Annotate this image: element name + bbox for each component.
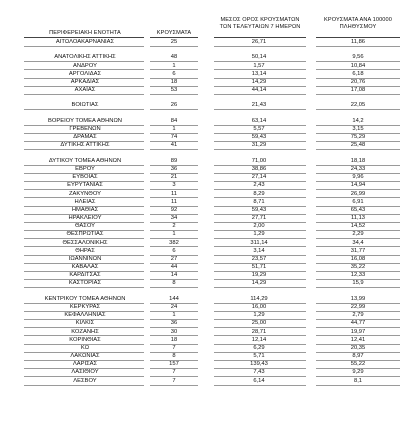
avg-cases-cell: 27,14 (251, 174, 267, 181)
cases-per-100k-cell: 11,13 (350, 215, 366, 222)
avg-cases-cell: 23,57 (251, 255, 267, 262)
region-cell: ΑΙΤΩΛΟΑΚΑΡΝΑΝΙΑΣ (55, 39, 115, 45)
table-row (0, 279, 408, 287)
cases-cell: 18 (170, 336, 178, 343)
cases-per-100k-cell: 26,99 (350, 190, 366, 197)
table-row (0, 214, 408, 222)
avg-cases-cell: 71,00 (251, 157, 267, 164)
avg-cases-cell: 8,29 (253, 190, 265, 197)
cases-cell: 74 (170, 134, 178, 141)
region-cell: ΔΡΑΜΑΣ (73, 134, 97, 141)
cell-rule (24, 385, 144, 386)
region-cell: ΗΜΑΘΙΑΣ (71, 206, 99, 213)
region-cell: ΒΟΙΩΤΙΑΣ (71, 102, 99, 109)
cases-cell: 18 (170, 78, 178, 85)
avg-cases-cell: 6,29 (253, 344, 265, 351)
cell-rule (214, 287, 306, 288)
header-per-line-2: ΠΛΗΘΥΣΜΟΥ (339, 23, 377, 30)
avg-cases-cell: 5,57 (253, 126, 265, 133)
cases-cell: 1 (172, 126, 176, 133)
table-row (0, 271, 408, 279)
cases-per-100k-cell: 19,97 (350, 328, 366, 335)
cases-per-100k-cell: 6,18 (352, 70, 364, 77)
cell-rule (150, 46, 198, 47)
avg-cases-cell: 44,14 (251, 87, 267, 94)
avg-cases-cell: 59,43 (251, 134, 267, 141)
cases-per-100k-cell: 20,35 (350, 344, 366, 351)
avg-cases-cell: 26,71 (251, 39, 267, 45)
cases-per-100k-cell: 13,99 (350, 295, 366, 302)
region-cell: ΚΕΦΑΛΛΗΝΙΑΣ (64, 312, 106, 319)
table-row (0, 173, 408, 181)
cases-per-100k-cell: 44,77 (350, 320, 366, 327)
header-per-100k (314, 17, 402, 30)
cases-cell: 144 (169, 295, 179, 302)
region-cell: ΚΑΒΑΛΑΣ (71, 264, 99, 271)
avg-cases-cell: 16,00 (251, 304, 267, 311)
region-cell: ΑΡΓΟΛΙΔΑΣ (68, 70, 102, 77)
table-row (0, 190, 408, 198)
table-row (0, 181, 408, 189)
avg-cases-cell: 63,14 (251, 117, 267, 124)
header-avg-7-days (210, 17, 310, 30)
cases-per-100k-cell: 9,29 (352, 369, 364, 376)
cases-per-100k-cell: 12,41 (350, 336, 366, 343)
cases-per-100k-cell: 17,08 (350, 87, 366, 94)
region-cell: ΔΥΤΙΚΟΥ ΤΟΜΕΑ ΑΘΗΝΩΝ (48, 157, 122, 164)
region-cell: ΒΟΡΕΙΟΥ ΤΟΜΕΑ ΑΘΗΝΩΝ (48, 117, 122, 124)
table-row (0, 101, 408, 109)
table-row (0, 133, 408, 141)
cases-per-100k-cell: 18,18 (350, 157, 366, 164)
avg-cases-cell: 7,43 (253, 369, 265, 376)
cell-rule (214, 109, 306, 110)
table-row (0, 125, 408, 133)
cases-cell: 89 (170, 157, 178, 164)
avg-cases-cell: 2,00 (253, 223, 265, 230)
region-cell: ΕΒΡΟΥ (75, 165, 95, 172)
header-cases: ΚΡΟΥΣΜΑΤΑ (156, 30, 192, 36)
table-row (0, 263, 408, 271)
cases-per-100k-cell: 9,56 (352, 54, 364, 61)
cases-cell: 84 (170, 117, 178, 124)
cases-per-100k-cell: 34,4 (352, 239, 364, 246)
region-cell: ΘΕΣΣΑΛΟΝΙΚΗΣ (62, 239, 108, 246)
avg-cases-cell: 50,14 (251, 54, 267, 61)
avg-cases-cell: 38,86 (251, 165, 267, 172)
region-cell: ΓΡΕΒΕΝΩΝ (69, 126, 101, 133)
table-row (0, 230, 408, 238)
cases-per-100k-cell: 14,52 (350, 223, 366, 230)
cases-per-100k-cell: 65,43 (350, 206, 366, 213)
cases-cell: 36 (170, 320, 178, 327)
cases-cell: 7 (172, 344, 176, 351)
region-cell: ΛΑΡΙΣΑΣ (72, 361, 98, 368)
region-cell: ΑΝΔΡΟΥ (73, 62, 97, 69)
cases-cell: 21 (170, 174, 178, 181)
table-row (0, 247, 408, 255)
cases-per-100k-cell: 8,97 (352, 353, 364, 360)
region-cell: ΑΝΑΤΟΛΙΚΗΣ ΑΤΤΙΚΗΣ (54, 54, 116, 61)
cases-cell: 27 (170, 255, 178, 262)
avg-cases-cell: 139,43 (250, 361, 268, 368)
cases-per-100k-cell: 2,29 (352, 231, 364, 238)
cases-per-100k-cell: 25,48 (350, 142, 366, 149)
cell-rule (214, 385, 306, 386)
region-cell: ΛΑΚΩΝΙΑΣ (70, 353, 100, 360)
cell-rule (316, 287, 400, 288)
cases-cell: 157 (169, 361, 179, 368)
avg-cases-cell: 1,57 (253, 62, 265, 69)
cell-rule (316, 149, 400, 150)
region-cell: ΗΡΑΚΛΕΙΟΥ (68, 215, 102, 222)
avg-cases-cell: 59,43 (251, 206, 267, 213)
avg-cases-cell: 14,29 (251, 78, 267, 85)
region-cell: ΑΧΑΪΑΣ (74, 87, 96, 94)
cell-rule (214, 94, 306, 95)
cell-rule (214, 46, 306, 47)
cases-cell: 6 (172, 70, 176, 77)
cases-per-100k-cell: 31,77 (350, 247, 366, 254)
table-row (0, 377, 408, 385)
avg-cases-cell: 8,71 (253, 198, 265, 205)
avg-cases-cell: 25,00 (251, 320, 267, 327)
table-row (0, 38, 408, 46)
avg-cases-cell: 51,71 (251, 264, 267, 271)
region-cell: ΚΩ (80, 344, 90, 351)
cases-cell: 44 (170, 264, 178, 271)
cases-per-100k-cell: 22,05 (350, 102, 366, 109)
cases-cell: 2 (172, 223, 176, 230)
cases-cell: 92 (170, 206, 178, 213)
table-row (0, 328, 408, 336)
cell-rule (150, 385, 198, 386)
cases-per-100k-cell: 20,76 (350, 78, 366, 85)
cases-cell: 11 (170, 198, 178, 205)
cases-cell: 7 (172, 377, 176, 384)
cases-per-100k-cell: 55,22 (350, 361, 366, 368)
cell-rule (214, 149, 306, 150)
region-cell: ΛΕΣΒΟΥ (73, 377, 97, 384)
avg-cases-cell: 114,29 (250, 295, 268, 302)
cases-cell: 11 (170, 190, 178, 197)
cell-rule (24, 287, 144, 288)
region-cell: ΙΩΑΝΝΙΝΩΝ (68, 255, 102, 262)
avg-cases-cell: 1,29 (253, 231, 265, 238)
table-row (0, 141, 408, 149)
cases-per-100k-cell: 22,99 (350, 304, 366, 311)
table-row (0, 295, 408, 303)
cases-cell: 34 (170, 215, 178, 222)
header-per-line-1: ΚΡΟΥΣΜΑΤΑ ΑΝΑ 100000 (324, 17, 392, 23)
table-row (0, 86, 408, 94)
table-row (0, 222, 408, 230)
cell-rule (316, 385, 400, 386)
table-row (0, 239, 408, 247)
cases-cell: 1 (172, 312, 176, 319)
avg-cases-cell: 2,43 (253, 182, 265, 189)
cases-cell: 24 (170, 304, 178, 311)
table-row (0, 368, 408, 376)
avg-cases-cell: 1,29 (253, 312, 265, 319)
avg-cases-cell: 14,29 (251, 280, 267, 287)
table-row (0, 198, 408, 206)
region-cell: ΚΙΛΚΙΣ (75, 320, 95, 327)
cases-cell: 36 (170, 165, 178, 172)
region-cell: ΕΥΒΟΙΑΣ (72, 174, 98, 181)
table-row (0, 165, 408, 173)
cell-rule (150, 109, 198, 110)
header-avg-line-2: ΤΩΝ ΤΕΛΕΥΤΑΙΩΝ 7 ΗΜΕΡΩΝ (219, 23, 301, 30)
cases-per-100k-cell: 12,33 (350, 272, 366, 279)
table-row (0, 53, 408, 61)
table-row (0, 78, 408, 86)
cell-rule (24, 94, 144, 95)
region-cell: ΚΟΖΑΝΗΣ (71, 328, 99, 335)
avg-cases-cell: 28,71 (251, 328, 267, 335)
avg-cases-cell: 19,29 (251, 272, 267, 279)
table-row (0, 360, 408, 368)
avg-cases-cell: 311,14 (250, 239, 268, 246)
avg-cases-cell: 27,71 (251, 215, 267, 222)
cases-cell: 41 (170, 142, 178, 149)
cases-cell: 1 (172, 62, 176, 69)
avg-cases-cell: 31,29 (251, 142, 267, 149)
cases-cell: 53 (170, 87, 178, 94)
cases-per-100k-cell: 11,86 (350, 39, 366, 45)
cell-rule (24, 149, 144, 150)
cell-rule (316, 94, 400, 95)
cell-rule (316, 109, 400, 110)
table-row (0, 336, 408, 344)
region-cell: ΗΛΕΙΑΣ (74, 198, 96, 205)
cases-cell: 14 (170, 272, 178, 279)
region-cell: ΕΥΡΥΤΑΝΙΑΣ (67, 182, 103, 189)
avg-cases-cell: 5,71 (253, 353, 265, 360)
cases-per-100k-cell: 24,33 (350, 165, 366, 172)
table-row (0, 344, 408, 352)
cases-per-100k-cell: 16,08 (350, 255, 366, 262)
cases-cell: 3 (172, 182, 176, 189)
region-cell: ΚΕΡΚΥΡΑΣ (69, 304, 101, 311)
avg-cases-cell: 12,14 (251, 336, 267, 343)
cases-per-100k-cell: 75,29 (350, 134, 366, 141)
region-cell: ΘΑΣΟΥ (74, 223, 96, 230)
cases-per-100k-cell: 8,1 (353, 377, 363, 384)
cases-cell: 25 (170, 39, 178, 45)
table-row (0, 303, 408, 311)
region-cell: ΖΑΚΥΝΘΟΥ (68, 190, 102, 197)
table-row (0, 311, 408, 319)
cases-cell: 6 (172, 247, 176, 254)
cases-cell: 7 (172, 369, 176, 376)
cases-per-100k-cell: 14,2 (352, 117, 364, 124)
cases-per-100k-cell: 10,84 (350, 62, 366, 69)
cases-per-100k-cell: 3,15 (352, 126, 364, 133)
region-cell: ΑΡΚΑΔΙΑΣ (70, 78, 100, 85)
cases-cell: 30 (170, 328, 178, 335)
table-row (0, 70, 408, 78)
avg-cases-cell: 13,14 (251, 70, 267, 77)
region-cell: ΛΑΣΙΘΙΟΥ (71, 369, 99, 376)
cases-per-100k-cell: 2,79 (352, 312, 364, 319)
table-row (0, 62, 408, 70)
cases-cell: 1 (172, 231, 176, 238)
region-cell: ΘΕΣΠΡΩΤΙΑΣ (66, 231, 104, 238)
table-row (0, 206, 408, 214)
table-row (0, 157, 408, 165)
region-cell: ΚΑΡΔΙΤΣΑΣ (69, 272, 101, 279)
table-row (0, 255, 408, 263)
cell-rule (316, 46, 400, 47)
avg-cases-cell: 6,14 (253, 377, 265, 384)
header-avg-line-1: ΜΕΣΟΣ ΟΡΟΣ ΚΡΟΥΣΜΑΤΩΝ (220, 17, 300, 23)
cases-cell: 26 (170, 102, 178, 109)
table-row (0, 319, 408, 327)
region-cell: ΚΑΣΤΟΡΙΑΣ (68, 280, 102, 287)
cases-per-100k-cell: 6,91 (352, 198, 364, 205)
cell-rule (24, 109, 144, 110)
avg-cases-cell: 3,14 (253, 247, 265, 254)
table-row (0, 117, 408, 125)
cases-per-100k-cell: 35,22 (350, 264, 366, 271)
region-cell: ΔΥΤΙΚΗΣ ΑΤΤΙΚΗΣ (60, 142, 110, 149)
cases-cell: 382 (169, 239, 179, 246)
table-row (0, 352, 408, 360)
cell-rule (150, 287, 198, 288)
avg-cases-cell: 21,43 (251, 102, 267, 109)
cell-rule (150, 149, 198, 150)
cases-cell: 8 (172, 353, 176, 360)
cases-cell: 48 (170, 54, 178, 61)
cases-per-100k-cell: 14,94 (350, 182, 366, 189)
header-region: ΠΕΡΙΦΕΡΕΙΑΚΗ ΕΝΟΤΗΤΑ (49, 30, 121, 36)
cases-per-100k-cell: 15,9 (352, 280, 364, 287)
cell-rule (150, 94, 198, 95)
cases-per-100k-cell: 9,96 (352, 174, 364, 181)
region-cell: ΘΗΡΑΣ (75, 247, 95, 254)
cases-cell: 8 (172, 280, 176, 287)
region-cell: ΚΕΝΤΡΙΚΟΥ ΤΟΜΕΑ ΑΘΗΝΩΝ (44, 295, 126, 302)
region-cell: ΚΟΡΙΝΘΙΑΣ (69, 336, 101, 343)
cell-rule (24, 46, 144, 47)
